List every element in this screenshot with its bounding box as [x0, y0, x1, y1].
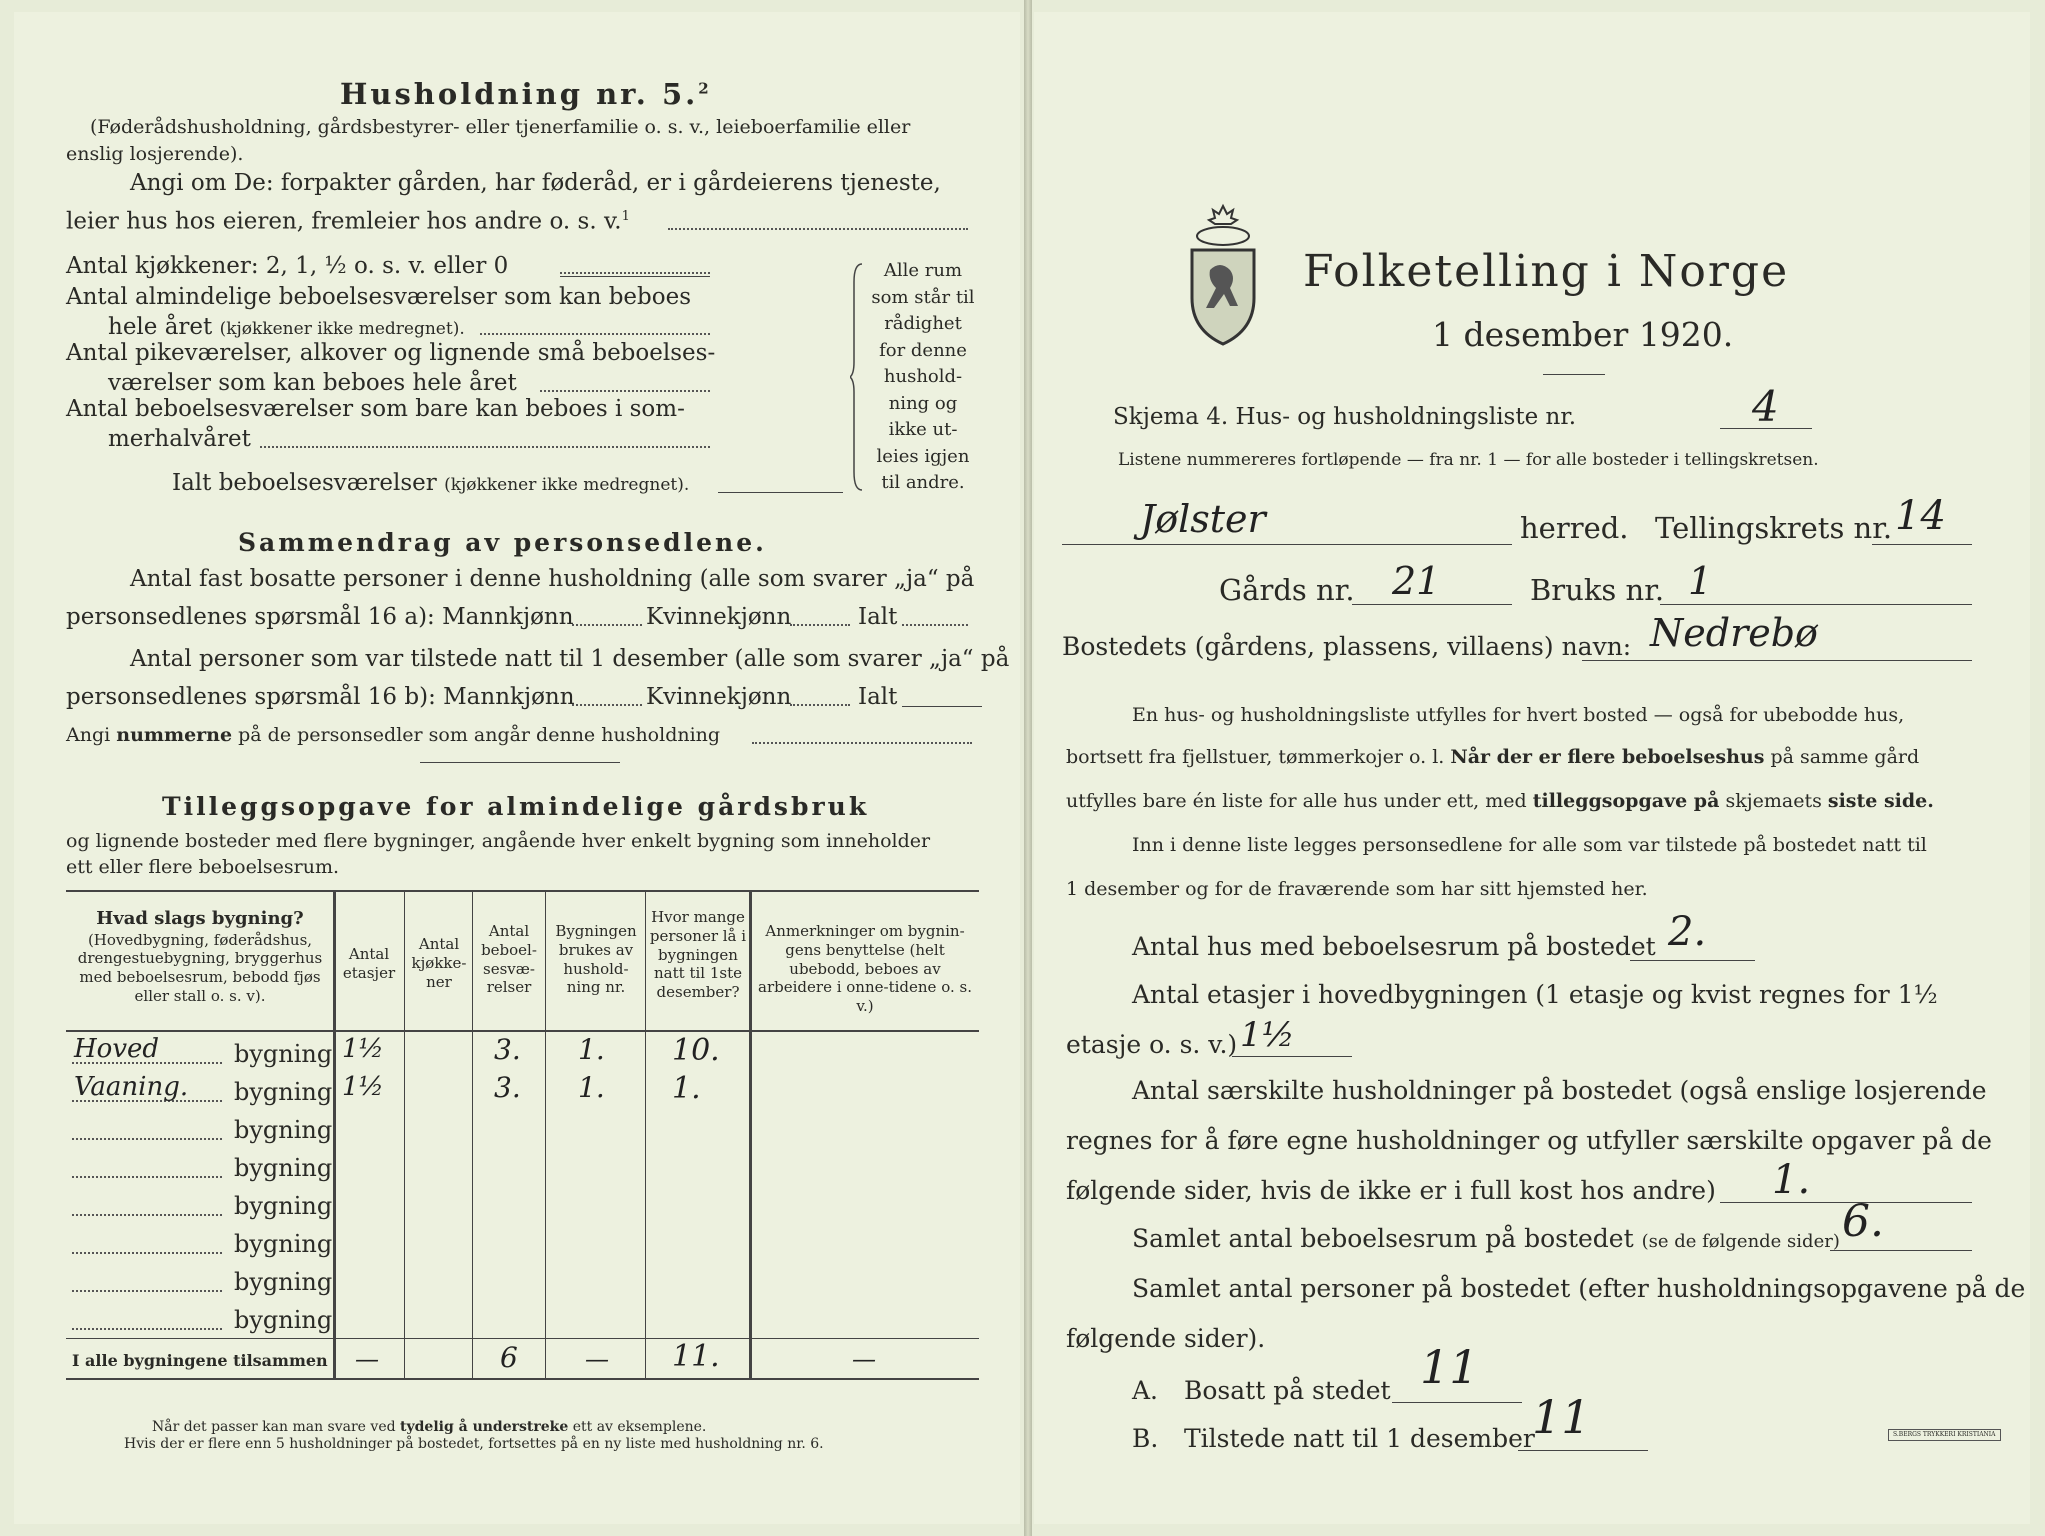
skjema-label: Skjema 4. Hus- og husholdningsliste nr. — [1113, 404, 1577, 430]
sammendrag-title: Sammendrag av personsedlene. — [238, 528, 767, 557]
krets-value: 14 — [1895, 493, 1946, 539]
herred-label: herred. — [1520, 511, 1629, 545]
bruks-fill — [1660, 604, 1972, 605]
tilstede-ialt-fill — [902, 706, 982, 707]
sommer-label-1: Antal beboelsesværelser som bare kan beboes i som- — [66, 396, 685, 422]
total-vaerelser: 6 — [500, 1341, 518, 1374]
bosatt-value: 11 — [1420, 1340, 1479, 1394]
kjokkener-fill — [560, 276, 710, 277]
krets-fill — [1872, 544, 1972, 545]
table-header-rule — [66, 1030, 979, 1032]
row-name-fill — [72, 1138, 222, 1140]
table-total-top-rule — [66, 1338, 979, 1339]
page-fold — [1024, 0, 1032, 1536]
total-anmerkninger: — — [852, 1345, 876, 1373]
table-col-sep — [545, 892, 546, 1378]
footnote-1: Når det passer kan man svare ved tydelig å understreke ett av eksemplene. — [152, 1419, 707, 1435]
row-bygning-label: bygning — [234, 1268, 333, 1296]
bosted-value: Nedrebø — [1650, 611, 1818, 655]
row-personer: 1. — [672, 1071, 701, 1106]
tilstede-letter: B. — [1132, 1424, 1159, 1453]
ialt-label: Ialt beboelsesværelser (kjøkkener ikke medregnet). — [172, 470, 690, 496]
instruction-4: Inn i denne liste legges personsedlene for alle som var tilstede på bostedet natt til — [1132, 834, 1927, 856]
row-vaerelser: 3. — [494, 1071, 521, 1104]
bosatt-label: Bosatt på stedet — [1184, 1376, 1391, 1405]
fast-kvinne-label: Kvinnekjønn — [646, 604, 792, 630]
row-bygning-label: bygning — [234, 1040, 333, 1068]
skjema-number: 4 — [1752, 382, 1779, 431]
fast-line-2: personsedlenes spørsmål 16 a): Mannkjønn — [66, 604, 574, 630]
household-intro-2: enslig losjerende). — [66, 143, 244, 165]
tilstede-line-2: personsedlenes spørsmål 16 b): Mannkjønn — [66, 684, 575, 710]
samlet-pers-label-1: Samlet antal personer på bostedet (efter husholdningsopgavene på de — [1132, 1274, 2026, 1303]
total-etasjer: — — [355, 1345, 379, 1373]
row-husholdning: 1. — [578, 1071, 605, 1104]
table-col-sep — [472, 892, 473, 1378]
row-bygning-label: bygning — [234, 1078, 333, 1106]
table-col-sep — [645, 892, 646, 1378]
kjokkener-dots — [560, 272, 710, 274]
hus-value: 2. — [1668, 909, 1707, 955]
brace-icon — [850, 262, 866, 492]
tilstede-kvinne-label: Kvinnekjønn — [646, 684, 792, 710]
instruction-5: 1 desember og for de fraværende som har sitt hjemsted her. — [1066, 878, 1648, 900]
instruction-3: utfylles bare én liste for alle hus under ett, med tilleggsopgave på skjemaets siste side. — [1066, 790, 1934, 812]
ialt-fill — [718, 492, 843, 493]
brace-note: Alle rum som står til rådighet for denne hushold- ning og ikke ut- leies igjen til andre. — [871, 260, 975, 493]
row-bygning-label: bygning — [234, 1154, 333, 1182]
bosatt-fill — [1392, 1402, 1522, 1403]
row-name-fill — [72, 1214, 222, 1216]
row-name-fill — [72, 1252, 222, 1254]
bruks-label: Bruks nr. — [1530, 573, 1665, 607]
census-date: 1 desember 1920. — [1432, 315, 1734, 354]
tillegg-title: Tilleggsopgave for almindelige gårdsbruk — [162, 792, 870, 821]
krets-label: Tellingskrets nr. — [1655, 511, 1893, 545]
fast-line-1: Antal fast bosatte personer i denne husholdning (alle som svarer „ja“ på — [130, 566, 975, 592]
etasjer-label-2: etasje o. s. v.) — [1066, 1030, 1238, 1059]
header-husholdning: Bygningen brukes av hushold-ning nr. — [555, 922, 637, 997]
tilstede-label: Tilstede natt til 1 desember — [1184, 1424, 1535, 1453]
alm-label-1: Antal almindelige beboelsesværelser som kan beboes — [66, 284, 692, 310]
printer-stamp: S.BERGS TRYKKERI KRISTIANIA — [1888, 1429, 2001, 1441]
angi-fill-line — [668, 228, 968, 230]
header-vaerelser: Antal beboel-sesvæ-relser — [481, 922, 537, 997]
fast-ialt-fill — [902, 624, 968, 626]
household-title: Husholdning nr. 5.$^2$ — [340, 77, 712, 111]
saer-value: 1. — [1772, 1157, 1811, 1203]
saer-label-1: Antal særskilte husholdninger på bostedet (også enslige losjerende — [1132, 1076, 1987, 1105]
saer-label-3: følgende sider, hvis de ikke er i full kost hos andre) — [1066, 1176, 1716, 1205]
tilstede-value: 11 — [1532, 1390, 1591, 1444]
angi-line-1: Angi om De: forpakter gården, har føderåd, er i gårdeierens tjeneste, — [130, 170, 941, 196]
row-bygning-label: bygning — [234, 1116, 333, 1144]
instruction-2: bortsett fra fjellstuer, tømmerkojer o. l. Når der er flere beboelseshus på samme gård — [1066, 746, 1920, 768]
total-label: I alle bygningene tilsammen — [72, 1351, 328, 1370]
table-col-sep — [749, 892, 752, 1378]
tilstede-mann-fill — [572, 704, 642, 706]
angi-line-2: leier hus hos eieren, fremleier hos andre o. s. v.$^1$ — [66, 208, 630, 235]
fast-kvinne-fill — [790, 624, 850, 626]
fast-ialt-label: Ialt — [858, 604, 898, 630]
row-etasjer: 1½ — [342, 1072, 384, 1102]
title-rule — [1543, 374, 1605, 375]
table-col-sep — [333, 892, 336, 1378]
kjokkener-label: Antal kjøkkener: 2, 1, ½ o. s. v. eller 0 — [66, 253, 509, 279]
samlet-rum-label: Samlet antal beboelsesrum på bostedet (se de følgende sider) — [1132, 1224, 1840, 1253]
section-divider — [420, 762, 620, 763]
gards-fill — [1352, 604, 1512, 605]
tilstede-line-1: Antal personer som var tilstede natt til 1 desember (alle som svarer „ja“ på — [130, 646, 1010, 672]
bruks-value: 1 — [1688, 559, 1713, 603]
census-title: Folketelling i Norge — [1303, 246, 1790, 297]
samlet-rum-fill — [1830, 1250, 1972, 1251]
saer-label-2: regnes for å føre egne husholdninger og utfyller særskilte opgaver på de — [1066, 1126, 1992, 1155]
tillegg-text-1: og lignende bosteder med flere bygninger, angående hver enkelt bygning som inneholder — [66, 830, 931, 852]
tilstede-kvinne-fill — [790, 704, 850, 706]
samlet-pers-label-2: følgende sider). — [1066, 1324, 1266, 1353]
row-building-name: Hoved — [74, 1034, 160, 1064]
table-top-rule — [66, 890, 979, 892]
sommer-label-2: merhalvåret — [108, 426, 251, 452]
table-col-sep — [404, 892, 405, 1378]
header-kjokken: Antal kjøkke-ner — [411, 935, 467, 991]
row-bygning-label: bygning — [234, 1230, 333, 1258]
header-personer: Hvor mange personer lå i bygningen natt til 1ste desember? — [649, 908, 747, 1001]
footnote-2: Hvis der er flere enn 5 husholdninger på bostedet, fortsettes på en ny liste med husholdning nr. 6. — [124, 1436, 824, 1452]
gards-label: Gårds nr. — [1219, 573, 1355, 607]
bosted-fill — [1582, 660, 1972, 661]
hus-label: Antal hus med beboelsesrum på bostedet — [1132, 932, 1656, 961]
total-personer: 11. — [672, 1339, 720, 1374]
row-husholdning: 1. — [578, 1033, 605, 1066]
tilstede-fill — [1518, 1450, 1648, 1451]
pike-label-2: værelser som kan beboes hele året — [108, 370, 517, 396]
etasjer-value: 1½ — [1240, 1015, 1295, 1055]
listene-note: Listene nummereres fortløpende — fra nr. 1 — for alle bosteder i tellingskretsen. — [1118, 450, 1819, 470]
total-husholdning: — — [585, 1345, 609, 1373]
etasjer-fill — [1232, 1056, 1352, 1057]
etasjer-label-1: Antal etasjer i hovedbygningen (1 etasje og kvist regnes for 1½ — [1132, 980, 1938, 1009]
hus-fill — [1630, 960, 1755, 961]
row-bygning-label: bygning — [234, 1306, 333, 1334]
instruction-1: En hus- og husholdningsliste utfylles for hvert bosted — også for ubebodde hus, — [1132, 704, 1905, 726]
row-etasjer: 1½ — [342, 1034, 384, 1064]
herred-value: Jølster — [1140, 497, 1266, 541]
row-personer: 10. — [672, 1033, 720, 1068]
nummer-fill — [752, 742, 972, 744]
samlet-rum-value: 6. — [1842, 1196, 1884, 1247]
coat-of-arms-icon — [1180, 200, 1266, 350]
bosatt-letter: A. — [1132, 1376, 1159, 1405]
pike-label-1: Antal pikeværelser, alkover og lignende små beboelses- — [66, 340, 716, 366]
header-bygning: Hvad slags bygning? (Hovedbygning, føderådshus, drengestuebygning, bryggerhus med beboelsesrum, bebodd fjøs eller stall o. s. v). — [77, 908, 323, 1005]
left-page — [14, 12, 1020, 1524]
pike-dots — [540, 390, 710, 392]
tilstede-ialt-label: Ialt — [858, 684, 898, 710]
header-etasjer: Antal etasjer — [342, 945, 396, 982]
row-building-name: Vaaning. — [74, 1072, 189, 1102]
fast-mann-fill — [572, 624, 642, 626]
row-bygning-label: bygning — [234, 1192, 333, 1220]
tillegg-text-2: ett eller flere beboelsesrum. — [66, 856, 340, 878]
gards-value: 21 — [1392, 559, 1441, 603]
row-name-fill — [72, 1176, 222, 1178]
table-bottom-rule — [66, 1378, 979, 1380]
header-anmerkninger: Anmerkninger om bygnin-gens benyttelse (helt ubebodd, beboes av arbeidere i onne-tidene o. s. v.) — [758, 922, 972, 1015]
household-intro: (Føderådshusholdning, gårdsbestyrer- eller tjenerfamilie o. s. v., leieboerfamilie eller — [90, 116, 911, 138]
alm-dots — [480, 333, 710, 335]
herred-fill — [1062, 544, 1512, 545]
bosted-label: Bostedets (gårdens, plassens, villaens) navn: — [1062, 632, 1632, 661]
row-name-fill — [72, 1290, 222, 1292]
nummer-line: Angi nummerne på de personsedler som angår denne husholdning — [66, 724, 721, 746]
row-name-fill — [72, 1328, 222, 1330]
sommer-dots — [260, 446, 710, 448]
row-vaerelser: 3. — [494, 1033, 521, 1066]
alm-label-2: hele året (kjøkkener ikke medregnet). — [108, 314, 465, 340]
